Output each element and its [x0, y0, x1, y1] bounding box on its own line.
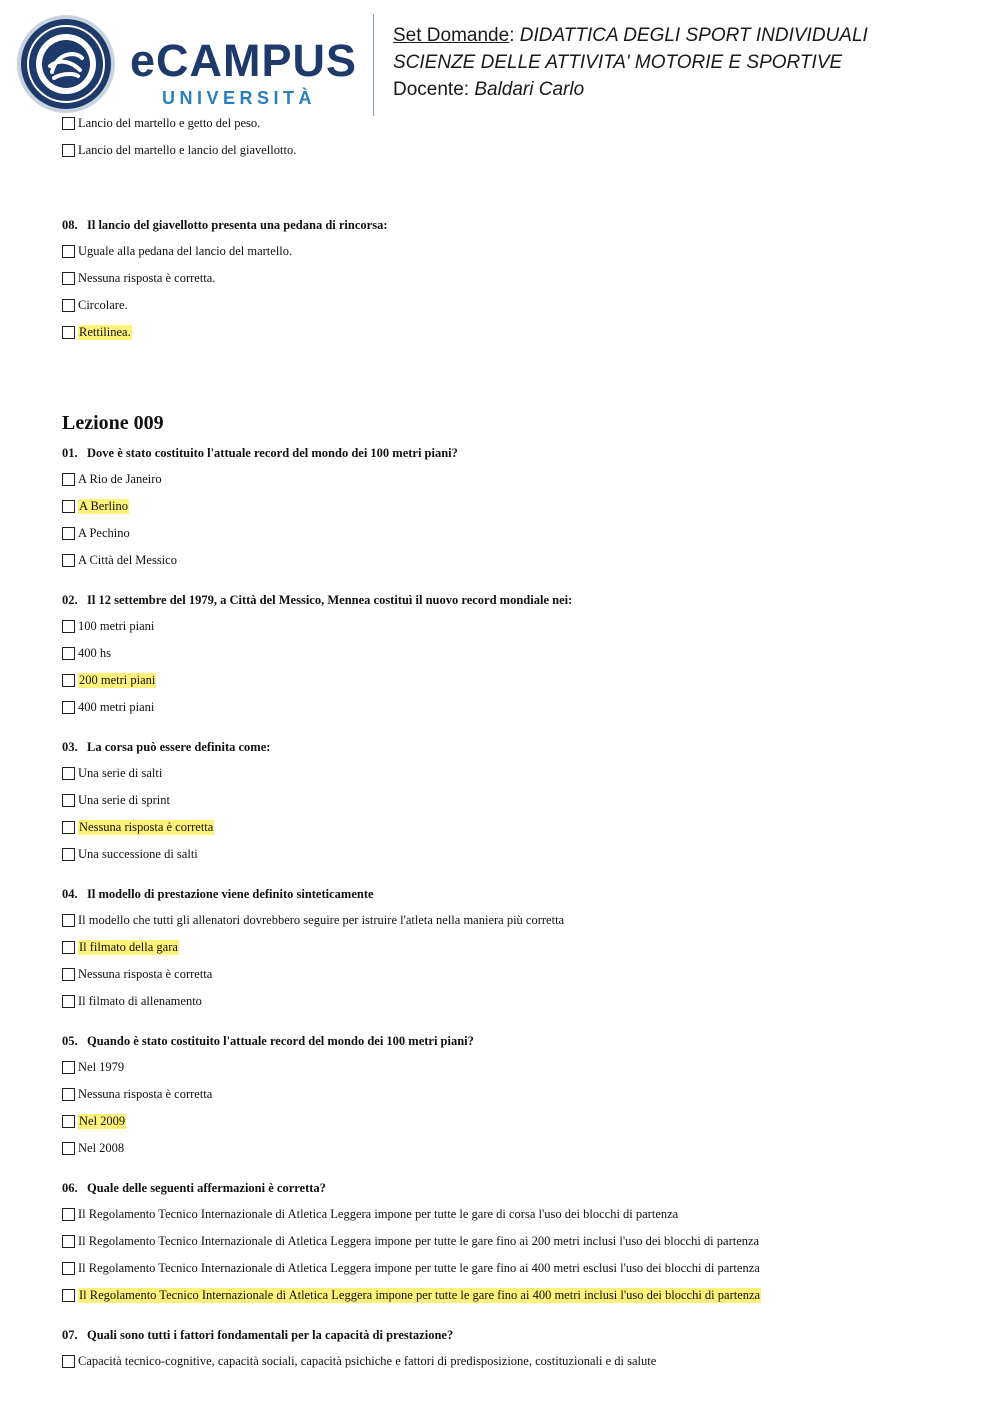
answer-option	[62, 292, 942, 319]
checkbox[interactable]	[62, 473, 75, 486]
question-text: Quando è stato costituito l'attuale record del mondo dei 100 metri piani?	[87, 1033, 474, 1048]
option-text: Nel 1979	[78, 1060, 125, 1075]
checkbox[interactable]	[62, 1355, 75, 1368]
checkbox[interactable]	[62, 326, 75, 339]
checkbox[interactable]	[62, 527, 75, 540]
option-text: Una successione di salti	[78, 847, 198, 862]
question-text: Quale delle seguenti affermazioni è corretta?	[87, 1180, 326, 1195]
option-text: Lancio del martello e lancio del giavellotto.	[78, 143, 297, 158]
question-heading	[62, 881, 942, 907]
answer-option	[62, 547, 942, 574]
option-text-highlighted: Il Regolamento Tecnico Internazionale di Atletica Leggera impone per tutte le gare fino ai 400 metri inclusi l'uso dei blocchi di partenza	[79, 1288, 761, 1303]
checkbox[interactable]	[62, 821, 75, 834]
checkbox[interactable]	[62, 701, 75, 714]
option-text: Nessuna risposta è corretta	[78, 1087, 213, 1102]
checkbox[interactable]	[62, 500, 75, 513]
question-number: 08.	[62, 217, 78, 232]
answer-option	[62, 787, 942, 814]
answer-option	[62, 841, 942, 868]
question-heading	[62, 587, 942, 613]
checkbox[interactable]	[62, 1088, 75, 1101]
checkbox[interactable]	[62, 245, 75, 258]
option-text-highlighted: A Berlino	[79, 499, 128, 514]
answer-option	[62, 1282, 942, 1309]
question-list	[62, 110, 942, 1375]
answer-option	[62, 961, 942, 988]
course-info: Set Domande: DIDATTICA DEGLI SPORT INDIVIDUALI SCIENZE DELLE ATTIVITA' MOTORIE E SPORTIVE Docente: Baldari Carlo	[393, 25, 868, 100]
option-text: Il Regolamento Tecnico Internazionale di Atletica Leggera impone per tutte le gare fino ai 200 metri inclusi l'uso dei blocchi di partenza	[78, 1234, 760, 1249]
option-text: Uguale alla pedana del lancio del martello.	[78, 244, 293, 259]
answer-option	[62, 613, 942, 640]
answer-option	[62, 1081, 942, 1108]
checkbox[interactable]	[62, 299, 75, 312]
option-text: Nel 2008	[78, 1141, 125, 1156]
question-text: Il 12 settembre del 1979, a Città del Messico, Mennea costituì il nuovo record mondiale nei:	[87, 592, 573, 607]
question-text: Il modello di prestazione viene definito sinteticamente	[87, 886, 374, 901]
option-text: 400 metri piani	[78, 700, 155, 715]
answer-option	[62, 319, 942, 346]
course-subtitle: SCIENZE DELLE ATTIVITA' MOTORIE E SPORTIVE	[393, 52, 843, 73]
answer-option	[62, 1201, 942, 1228]
checkbox[interactable]	[62, 1208, 75, 1221]
answer-option	[62, 493, 942, 520]
answer-option	[62, 814, 942, 841]
question-number: 04.	[62, 886, 78, 901]
question-number: 01.	[62, 445, 78, 460]
answer-option	[62, 934, 942, 961]
option-text: Nessuna risposta è corretta.	[78, 271, 216, 286]
checkbox[interactable]	[62, 1115, 75, 1128]
answer-option	[62, 137, 942, 164]
question-number: 07.	[62, 1327, 78, 1342]
checkbox[interactable]	[62, 647, 75, 660]
question-heading	[62, 440, 942, 466]
answer-option	[62, 265, 942, 292]
option-text: Circolare.	[78, 298, 128, 313]
question-heading	[62, 1175, 942, 1201]
checkbox[interactable]	[62, 794, 75, 807]
option-text: 100 metri piani	[78, 619, 155, 634]
question-heading	[62, 212, 942, 238]
answer-option	[62, 694, 942, 721]
set-label: Set Domande	[393, 25, 510, 46]
answer-option	[62, 988, 942, 1015]
header-divider	[373, 14, 374, 116]
checkbox[interactable]	[62, 1061, 75, 1074]
question-number: 03.	[62, 739, 78, 754]
answer-option	[62, 238, 942, 265]
question-text: Dove è stato costituito l'attuale record del mondo dei 100 metri piani?	[87, 445, 458, 460]
option-text: Lancio del martello e getto del peso.	[78, 116, 261, 131]
option-text: Il modello che tutti gli allenatori dovrebbero seguire per istruire l'atleta nella maniera più corretta	[78, 913, 565, 928]
checkbox[interactable]	[62, 968, 75, 981]
question-number: 05.	[62, 1033, 78, 1048]
brand-subtitle: UNIVERSITÀ	[162, 88, 317, 108]
question-text: Quali sono tutti i fattori fondamentali per la capacità di prestazione?	[87, 1327, 454, 1342]
question-heading	[62, 1322, 942, 1348]
checkbox[interactable]	[62, 620, 75, 633]
option-text: Una serie di salti	[78, 766, 163, 781]
answer-option	[62, 1135, 942, 1162]
answer-option	[62, 907, 942, 934]
option-text: Nessuna risposta è corretta	[78, 967, 213, 982]
option-text: Il Regolamento Tecnico Internazionale di Atletica Leggera impone per tutte le gare fino ai 400 metri esclusi l'uso dei blocchi di partenza	[78, 1261, 760, 1276]
checkbox[interactable]	[62, 674, 75, 687]
lesson-title: Lezione 009	[62, 411, 164, 434]
page-header	[0, 0, 1000, 118]
teacher-label: Docente:	[393, 79, 470, 100]
university-seal-logo	[16, 14, 116, 114]
teacher-name: Baldari Carlo	[474, 79, 585, 100]
answer-option	[62, 760, 942, 787]
option-text: A Pechino	[78, 526, 130, 541]
option-text: Capacità tecnico-cognitive, capacità sociali, capacità psichiche e fattori di predisposizione, costituzionali e di salute	[78, 1354, 657, 1369]
option-text: Una serie di sprint	[78, 793, 170, 808]
option-text: A Città del Messico	[78, 553, 177, 568]
answer-option	[62, 1108, 942, 1135]
checkbox[interactable]	[62, 941, 75, 954]
question-number: 02.	[62, 592, 78, 607]
checkbox[interactable]	[62, 554, 75, 567]
answer-option	[62, 667, 942, 694]
checkbox[interactable]	[62, 117, 75, 130]
option-text: 400 hs	[78, 646, 111, 661]
answer-option	[62, 640, 942, 667]
answer-option	[62, 1348, 942, 1375]
checkbox[interactable]	[62, 272, 75, 285]
checkbox[interactable]	[62, 144, 75, 157]
question-text: La corsa può essere definita come:	[87, 739, 271, 754]
option-text: A Rio de Janeiro	[78, 472, 162, 487]
checkbox[interactable]	[62, 1235, 75, 1248]
question-heading	[62, 1028, 942, 1054]
checkbox[interactable]	[62, 1262, 75, 1275]
option-text-highlighted: Nel 2009	[79, 1114, 126, 1129]
answer-option	[62, 1054, 942, 1081]
option-text: Il filmato di allenamento	[78, 994, 202, 1009]
brand-name: eCAMPUS	[130, 35, 358, 86]
checkbox[interactable]	[62, 1142, 75, 1155]
option-text-highlighted: Il filmato della gara	[79, 940, 178, 955]
checkbox[interactable]	[62, 995, 75, 1008]
checkbox[interactable]	[62, 848, 75, 861]
answer-option	[62, 110, 942, 137]
answer-option	[62, 520, 942, 547]
answer-option	[62, 466, 942, 493]
option-text-highlighted: 200 metri piani	[79, 673, 156, 688]
question-number: 06.	[62, 1180, 78, 1195]
checkbox[interactable]	[62, 1289, 75, 1302]
option-text-highlighted: Nessuna risposta è corretta	[79, 820, 214, 835]
answer-option	[62, 1228, 942, 1255]
answer-option	[62, 1255, 942, 1282]
option-text: Il Regolamento Tecnico Internazionale di Atletica Leggera impone per tutte le gare di corsa l'uso dei blocchi di partenza	[78, 1207, 679, 1222]
question-heading	[62, 734, 942, 760]
checkbox[interactable]	[62, 914, 75, 927]
question-text: Il lancio del giavellotto presenta una pedana di rincorsa:	[87, 217, 388, 232]
checkbox[interactable]	[62, 767, 75, 780]
course-title: DIDATTICA DEGLI SPORT INDIVIDUALI	[519, 25, 868, 46]
option-text-highlighted: Rettilinea.	[79, 325, 131, 340]
